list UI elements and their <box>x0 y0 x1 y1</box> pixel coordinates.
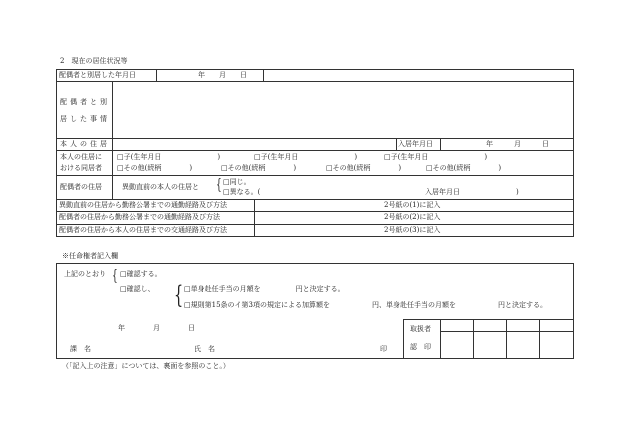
cohabitants-label-2: おける同居者 <box>60 164 102 172</box>
seal-mark: 印 <box>380 345 387 353</box>
footnote: （「記入上の注意」については、裏面を参照のこと。） <box>62 362 230 370</box>
cohabitants-label-1: 本人の住居に <box>60 153 102 161</box>
other-checkbox-2[interactable]: □その他(続柄 ) <box>221 164 297 172</box>
different-checkbox[interactable]: □異なる。( <box>223 188 261 196</box>
route-label-2: 配偶者の住居から勤務公署までの通勤経路及び方法 <box>59 213 220 221</box>
separated-date-label: 配偶者と別居した年月日 <box>59 71 136 79</box>
child-checkbox-3[interactable]: □子(生年月日 ) <box>384 153 488 161</box>
handler-label-2: 認 印 <box>410 343 431 351</box>
child-checkbox-1[interactable]: □子(生年月日 ) <box>117 153 221 161</box>
decision-date: 年 月 日 <box>118 324 195 332</box>
brace-glyph: { <box>174 281 184 309</box>
spouse-move-in: 入居年月日 ) <box>425 188 519 196</box>
route-label-1: 異動直前の住居から勤務公署までの通勤経路及び方法 <box>59 201 227 209</box>
appointer-intro: 上記のとおり <box>64 270 106 278</box>
separated-date-value: 年 月 日 <box>198 71 247 79</box>
spouse-residence-prefix: 異動直前の本人の住居と <box>122 183 199 191</box>
confirm-checkbox[interactable]: □確認する。 <box>120 270 162 278</box>
division-label: 課 名 <box>70 345 91 353</box>
move-in-value: 年 月 日 <box>486 140 549 148</box>
name-label: 氏 名 <box>194 345 215 353</box>
other-checkbox-1[interactable]: □その他(続柄 ) <box>117 164 193 172</box>
brace-glyph: { <box>112 266 118 284</box>
other-checkbox-3[interactable]: □その他(続柄 ) <box>326 164 402 172</box>
same-checkbox[interactable]: □同じ。 <box>223 178 251 186</box>
separation-reason-label-1: 配偶者と別 <box>60 98 110 106</box>
route-label-3: 配偶者の住居から本人の住居までの交通経路及び方法 <box>59 226 227 234</box>
other-checkbox-4[interactable]: □その他(続柄 ) <box>426 164 502 172</box>
rule-amount-checkbox[interactable]: □規則第15条のイ第3項の規定による加算額を 円、単身赴任手当の月額を 円と決定する。 <box>184 301 547 309</box>
child-checkbox-2[interactable]: □子(生年月日 ) <box>254 153 358 161</box>
route-value-3: 2号紙の(3)に記入 <box>384 226 441 234</box>
move-in-label: 入居年月日 <box>398 140 433 148</box>
handler-label-1: 取扱者 <box>410 325 431 333</box>
residence-field[interactable] <box>115 140 393 149</box>
confirm-and-checkbox[interactable]: □確認し、 <box>120 285 155 293</box>
residence-label: 本人の住居 <box>60 140 110 148</box>
brace-glyph: { <box>216 175 222 193</box>
section-heading: 2 現在の居住状況等 <box>60 57 128 65</box>
separation-reason-label-2: 居した事情 <box>60 115 110 123</box>
separation-reason-field[interactable] <box>114 84 572 136</box>
spouse-residence-label: 配偶者の住居 <box>60 183 102 191</box>
appointer-heading: ※任命権者記入欄 <box>62 252 118 260</box>
route-value-1: 2号紙の(1)に記入 <box>384 201 441 209</box>
route-value-2: 2号紙の(2)に記入 <box>384 213 441 221</box>
monthly-amount-checkbox[interactable]: □単身赴任手当の月額を 円と決定する。 <box>184 285 345 293</box>
